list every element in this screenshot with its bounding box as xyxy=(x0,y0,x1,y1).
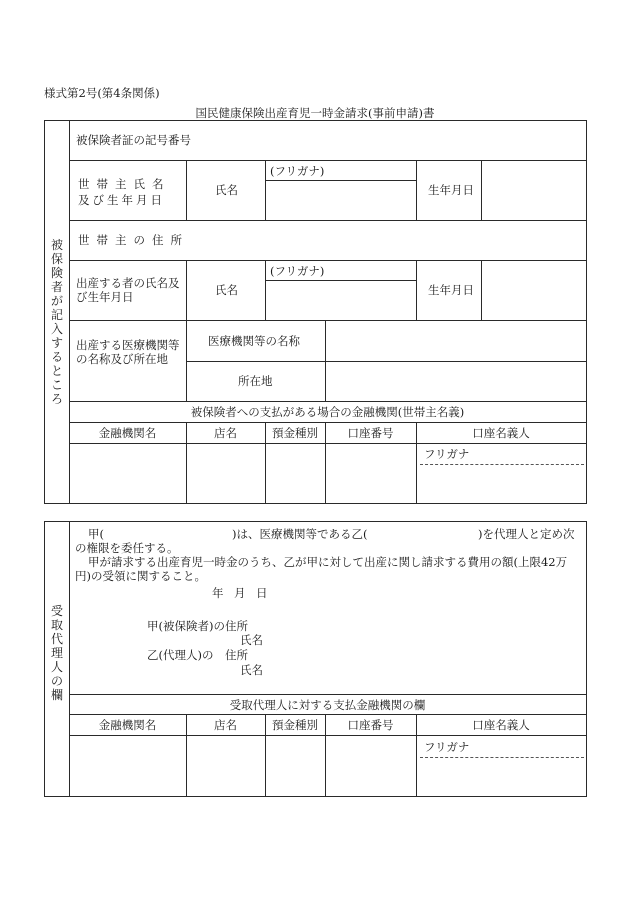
agent-side-label: 受取代理人の欄 xyxy=(50,604,63,702)
mother-name-field[interactable] xyxy=(266,281,415,319)
householder-name-field-label: 氏名 xyxy=(215,183,238,197)
delegation-party-a-open: 甲( xyxy=(88,527,104,541)
agent-account-furigana-label: フリガナ xyxy=(424,740,470,754)
agent-bank-col-branch: 店名 xyxy=(214,718,237,732)
date-year-label: 年 xyxy=(212,586,224,600)
facility-address-field[interactable] xyxy=(326,362,585,400)
date-day-label: 日 xyxy=(256,586,268,600)
agent-bank-col-name: 金融機関名 xyxy=(98,718,157,732)
agent-bank-section-title: 受取代理人に対する支払金融機関の欄 xyxy=(229,698,426,712)
account-furigana-label: フリガナ xyxy=(424,447,470,461)
facility-label: 出産する医療機関等の名称及び所在地 xyxy=(76,338,180,366)
householder-birthdate-field[interactable] xyxy=(482,161,585,219)
delegation-agent-text: )を代理人と定め次 xyxy=(478,527,575,541)
delegation-authority-text: の権限を委任する。 xyxy=(75,541,179,555)
mother-birthdate-field[interactable] xyxy=(482,261,585,319)
mother-name-label: 出産する者の氏名及び生年月日 xyxy=(76,276,180,304)
party-b-name-label: 氏名 xyxy=(240,663,263,677)
mother-furigana-label: (フリガナ) xyxy=(270,264,325,278)
agent-bank-col-holder: 口座名義人 xyxy=(472,718,530,732)
householder-furigana-label: (フリガナ) xyxy=(270,164,325,178)
bank-section-title: 被保険者への支払がある場合の金融機関(世帯主名義) xyxy=(190,405,465,419)
bank-col-branch: 店名 xyxy=(214,426,237,440)
householder-address-label: 世帯主の住所 xyxy=(78,233,189,247)
facility-address-label: 所在地 xyxy=(238,374,273,388)
householder-name-field[interactable] xyxy=(266,181,415,219)
date-month-label: 月 xyxy=(234,586,246,600)
agent-bank-col-account: 口座番号 xyxy=(347,718,394,732)
mother-name-field-label: 氏名 xyxy=(215,283,238,297)
facility-name-label: 医療機関等の名称 xyxy=(208,334,300,348)
bank-col-holder: 口座名義人 xyxy=(472,426,530,440)
householder-address-field[interactable] xyxy=(187,221,585,259)
insurance-card-label: 被保険者証の記号番号 xyxy=(76,133,191,147)
bank-col-account: 口座番号 xyxy=(347,426,394,440)
party-b-address-label: 乙(代理人)の 住所 xyxy=(147,648,248,662)
party-a-name-label: 氏名 xyxy=(240,633,263,647)
mother-birthdate-field-label: 生年月日 xyxy=(428,283,474,297)
delegation-scope-text: 甲が請求する出産育児一時金のうち、乙が甲に対して出産に関し請求する費用の額(上限42万円)の受領に関すること。 xyxy=(75,555,568,583)
facility-name-field[interactable] xyxy=(326,321,585,360)
agent-bank-col-type: 預金種別 xyxy=(272,718,318,732)
householder-birthdate-label: 及び生年月日 xyxy=(78,193,165,207)
bank-col-type: 預金種別 xyxy=(272,426,318,440)
insured-side-label: 被保険者が記入するところ xyxy=(50,238,63,406)
form-title: 国民健康保険出産育児一時金請求(事前申請)書 xyxy=(195,106,435,120)
householder-name-label: 世帯主氏名 xyxy=(78,177,171,191)
householder-birthdate-field-label: 生年月日 xyxy=(428,183,474,197)
delegation-party-b-open: )は、医療機関等である乙( xyxy=(232,527,368,541)
insurance-card-number-field[interactable] xyxy=(187,121,585,159)
party-a-address-label: 甲(被保険者)の住所 xyxy=(147,619,248,633)
form-number: 様式第2号(第4条関係) xyxy=(44,86,160,100)
bank-col-name: 金融機関名 xyxy=(98,426,157,440)
